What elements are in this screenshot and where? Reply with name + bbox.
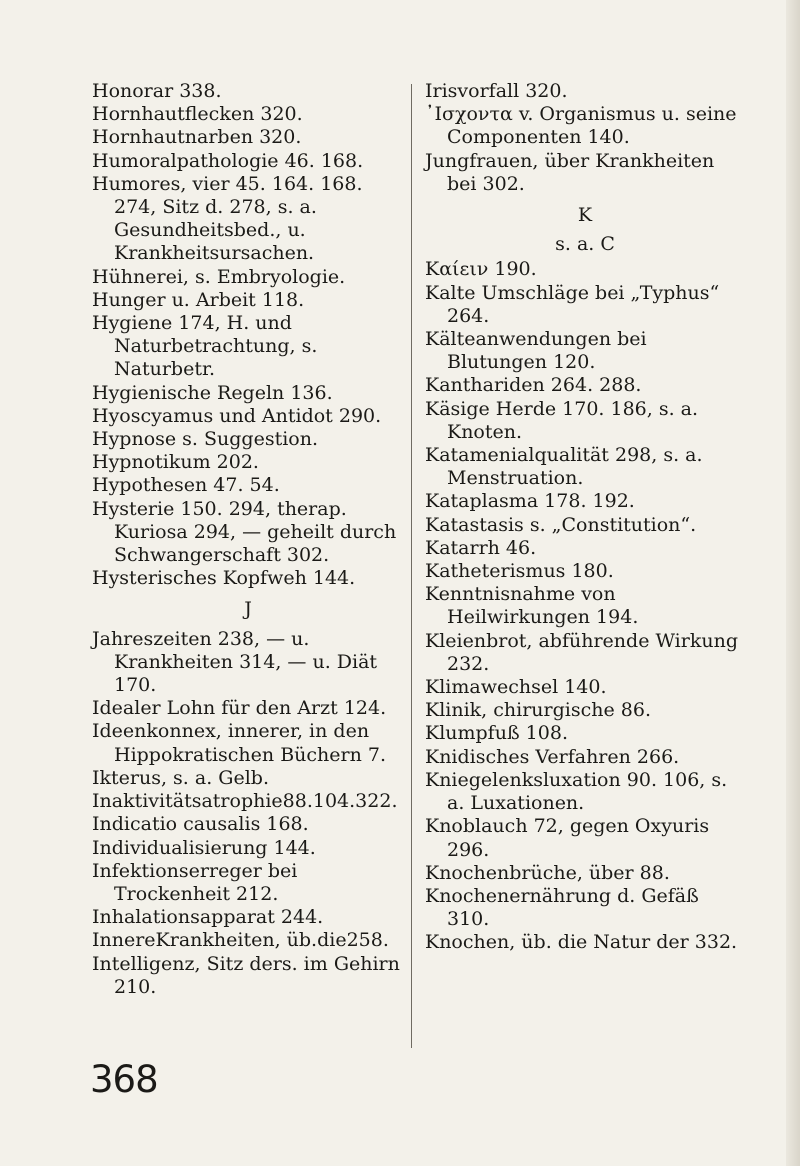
index-entry: Kleienbrot, abführende Wirkung 232. bbox=[425, 629, 738, 675]
index-entry: Klinik, chirurgische 86. bbox=[425, 699, 651, 722]
index-entry: Hygiene 174, H. und Naturbetrachtung, s. Naturbetr. bbox=[92, 312, 318, 381]
index-entry: Hunger u. Arbeit 118. bbox=[92, 288, 305, 311]
index-entry: Hyoscyamus und Antidot 290. bbox=[92, 404, 382, 427]
index-entry: Inaktivitätsatrophie88.104.322. bbox=[92, 790, 398, 813]
index-entry: Inhalationsapparat 244. bbox=[92, 906, 324, 929]
entry-list-k bbox=[425, 258, 745, 954]
page-edge-shadow bbox=[786, 0, 800, 1166]
index-entry: Kniegelenksluxation 90. 106, s. a. Luxationen. bbox=[425, 768, 728, 815]
index-entry: Jungfrauen, über Krankheiten bei 302. bbox=[425, 149, 715, 195]
index-entry: Klimawechsel 140. bbox=[425, 676, 607, 699]
index-entry: Humores, vier 45. 164. 168. 274, Sitz d. 278, s. a. Gesundheitsbed., u. Krankheitsursachen. bbox=[92, 172, 363, 265]
entry-list-i-j bbox=[92, 628, 404, 999]
index-entry: Hypnose s. Suggestion. bbox=[92, 428, 319, 451]
section-letter-k: K bbox=[577, 204, 593, 227]
section-letter-j: J bbox=[244, 598, 252, 621]
index-entry: Katamenialqualität 298, s. a. Menstruation. bbox=[425, 444, 703, 490]
index-entry: Idealer Lohn für den Arzt 124. bbox=[92, 697, 387, 720]
index-entry: Hysterisches Kopfweh 144. bbox=[92, 567, 356, 590]
index-entry: Indicatio causalis 168. bbox=[92, 813, 309, 836]
index-entry: Katastasis s. „Constitution“. bbox=[425, 513, 697, 536]
section-cross-reference: s. a. C bbox=[555, 233, 615, 256]
index-entry: Καίειν 190. bbox=[425, 258, 537, 281]
index-entry: Hypothesen 47. 54. bbox=[92, 474, 280, 497]
index-entry: InnereKrankheiten, üb.die258. bbox=[92, 929, 389, 952]
column-divider bbox=[411, 84, 412, 1048]
index-entry: Ikterus, s. a. Gelb. bbox=[92, 766, 269, 789]
index-entry: Individualisierung 144. bbox=[92, 836, 316, 859]
index-entry: Intelligenz, Sitz ders. im Gehirn 210. bbox=[92, 952, 400, 998]
index-entry: Humoralpathologie 46. 168. bbox=[92, 149, 364, 172]
index-entry: Ideenkonnex, innerer, in den Hippokratischen Büchern 7. bbox=[92, 720, 387, 766]
entry-list-h bbox=[92, 80, 404, 590]
index-entry: Honorar 338. bbox=[92, 80, 222, 102]
index-entry: Hygienische Regeln 136. bbox=[92, 381, 333, 404]
index-entry: Katarrh 46. bbox=[425, 536, 537, 559]
index-entry: Knochenernährung d. Gefäß 310. bbox=[425, 884, 699, 931]
entry-list-i-continued bbox=[425, 80, 745, 196]
index-entry: Kälteanwendungen bei Blutungen 120. bbox=[425, 328, 647, 374]
index-entry: Knochen, üb. die Natur der 332. bbox=[425, 931, 738, 954]
index-entry: Hypnotikum 202. bbox=[92, 451, 259, 474]
index-entry: Infektionserreger bei Trockenheit 212. bbox=[92, 859, 298, 905]
index-entry: Knidisches Verfahren 266. bbox=[425, 745, 680, 768]
index-entry: Hornhautflecken 320. bbox=[92, 103, 303, 126]
index-entry: Jahreszeiten 238, — u. Krankheiten 314, — u. Diät 170. bbox=[92, 627, 378, 697]
index-entry: Hühnerei, s. Embryologie. bbox=[92, 265, 346, 288]
index-column-left bbox=[92, 80, 404, 999]
index-entry: Irisvorfall 320. bbox=[425, 80, 568, 102]
index-entry: Knochenbrüche, über 88. bbox=[425, 861, 670, 884]
index-column-right bbox=[425, 80, 745, 955]
index-entry: Kenntnisnahme von Heilwirkungen 194. bbox=[425, 583, 639, 629]
index-entry: Klumpfuß 108. bbox=[425, 722, 568, 745]
index-entry: Kataplasma 178. 192. bbox=[425, 490, 635, 513]
index-entry: Knoblauch 72, gegen Oxyuris 296. bbox=[425, 815, 710, 861]
page-number: 368 bbox=[90, 1058, 158, 1101]
index-entry: Kanthariden 264. 288. bbox=[425, 374, 642, 397]
index-entry: Käsige Herde 170. 186, s. a. Knoten. bbox=[425, 397, 699, 443]
index-entry: ᾿Ισχοντα v. Organismus u. seine Componenten 140. bbox=[425, 103, 737, 149]
index-entry: Katheterismus 180. bbox=[425, 560, 614, 583]
index-entry: Hornhautnarben 320. bbox=[92, 126, 302, 149]
index-entry: Kalte Umschläge bei „Typhus“ 264. bbox=[425, 281, 720, 327]
index-entry: Hysterie 150. 294, therap. Kuriosa 294, — geheilt durch Schwangerschaft 302. bbox=[92, 497, 397, 567]
